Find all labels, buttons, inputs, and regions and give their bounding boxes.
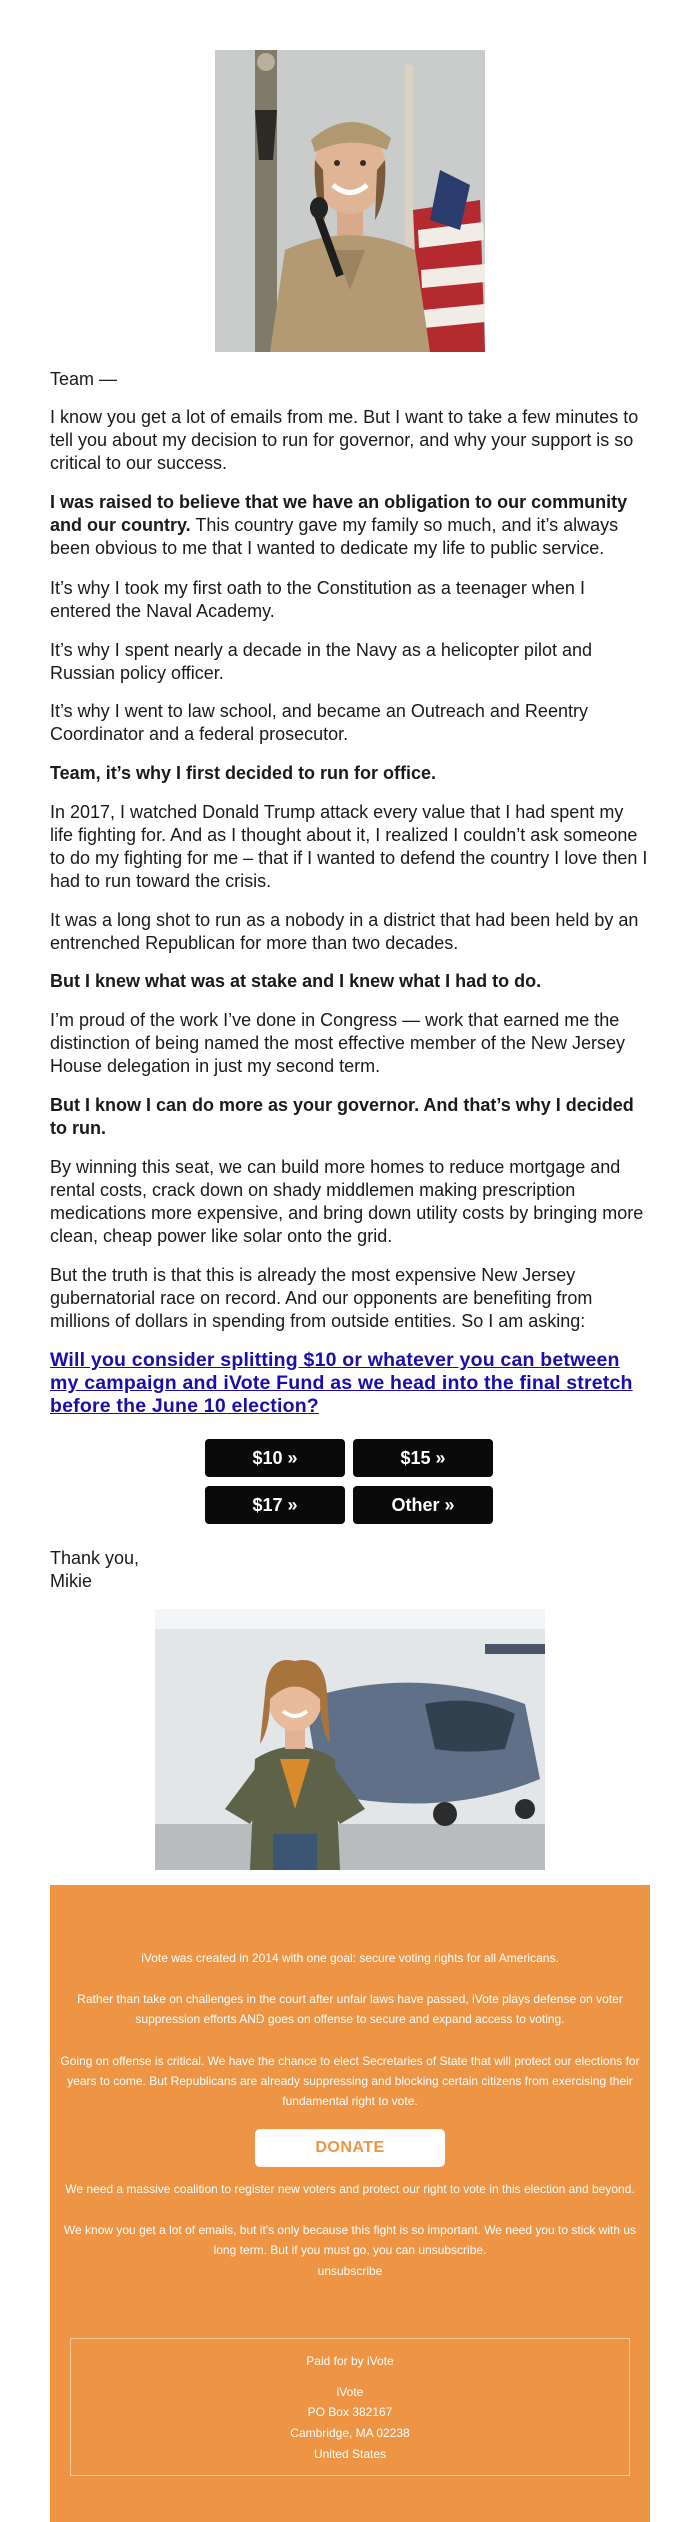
paragraph-winning: By winning this seat, we can build more homes to reduce mortgage and rental costs, crack down on shady middlemen making prescription medications more expensive, and bring down utility costs by bringing more clean, cheap power like solar onto the grid. — [50, 1157, 644, 1246]
donate-other-button[interactable]: Other » — [353, 1486, 493, 1524]
paragraph-oath: It’s why I took my first oath to the Constitution as a teenager when I entered the Naval Academy. — [50, 578, 585, 621]
bottom-photo — [155, 1609, 545, 1870]
address-org: iVote — [336, 2385, 364, 2399]
paragraph-navy: It’s why I spent nearly a decade in the Navy as a helicopter pilot and Russian policy officer. — [50, 640, 592, 683]
footer-donate-button[interactable]: DONATE — [255, 2129, 445, 2167]
paragraph-intro: I know you get a lot of emails from me. But I want to take a few minutes to tell you about my decision to run for governor, and why your support is so critical to our success. — [50, 407, 639, 473]
greeting: Team — — [50, 369, 118, 389]
footer — [50, 1885, 650, 2522]
footer-emails-note: We know you get a lot of emails, but it's only because this fight is so important. We need you to stick with us long term. But if you must go, you can unsubscribe. — [63, 2223, 637, 2257]
donate-10-button[interactable]: $10 » — [205, 1439, 345, 1477]
signoff-name: Mikie — [50, 1571, 93, 1591]
paragraph-congress: I’m proud of the work I’ve done in Congress — work that earned me the distinction of being named the most effective member of the New Jersey House delegation in just my second term. — [50, 1010, 625, 1076]
paragraph-at-stake: But I knew what was at stake and I knew what I had to do. — [50, 971, 542, 991]
address-po-box: PO Box 382167 — [307, 2405, 393, 2419]
footer-coalition: We need a massive coalition to register new voters and protect our right to vote in this election and beyond. — [65, 2182, 635, 2196]
footer-defense: Rather than take on challenges in the court after unfair laws have passed, iVote plays defense on voter suppression efforts AND goes on offense to secure and expand access to voting. — [77, 1992, 623, 2026]
ask-donation-link[interactable]: Will you consider splitting $10 or whatever you can between my campaign and iVote Fund as we head into the final stretch before the June 10 election? — [50, 1349, 633, 1417]
address-city: Cambridge, MA 02238 — [290, 2426, 410, 2440]
paragraph-obligation — [50, 491, 650, 560]
paragraph-long-shot: It was a long shot to run as a nobody in a district that had been held by an entrenched Republican for more than two decades. — [50, 910, 639, 953]
footer-mission: iVote was created in 2014 with one goal: secure voting rights for all Americans. — [141, 1951, 559, 1965]
paragraph-run-for-office: Team, it’s why I first decided to run for office. — [50, 763, 437, 783]
donate-17-button[interactable]: $17 » — [205, 1486, 345, 1524]
paid-for-box — [70, 2338, 630, 2476]
top-photo — [215, 50, 485, 352]
paid-for-text: Paid for by iVote — [306, 2354, 394, 2368]
paragraph-governor: But I know I can do more as your governor. And that’s why I decided to run. — [50, 1095, 634, 1138]
paragraph-expensive-race: But the truth is that this is already the most expensive New Jersey gubernatorial race on record. And our opponents are benefiting from millions of dollars in spending from outside entities. So I am asking: — [50, 1265, 593, 1331]
footer-unsubscribe-line — [60, 2261, 640, 2281]
paragraph-obligation-bold: I was raised to believe that we have an obligation to our community and our country. — [50, 492, 628, 535]
unsubscribe-link[interactable]: unsubscribe — [317, 2264, 383, 2278]
footer-offense: Going on offense is critical. We have the chance to elect Secretaries of State that will protect our elections for years to come. But Republicans are already suppressing and blocking certain citizens from exercising their fundamental right to vote. — [60, 2054, 640, 2108]
address-country: United States — [313, 2447, 387, 2461]
signoff-thanks: Thank you, — [50, 1548, 140, 1568]
paragraph-obligation-rest: This country gave my family so much, and it’s always been obvious to me that I wanted to dedicate my life to public service. — [50, 515, 619, 558]
paragraph-2017: In 2017, I watched Donald Trump attack every value that I had spent my life fighting for. And as I thought about it, I realized I couldn’t ask someone to do my fighting for me – that if I wanted to defend the country I love then I had to run toward the crisis. — [50, 802, 648, 891]
paragraph-law-school: It’s why I went to law school, and became an Outreach and Reentry Coordinator and a federal prosecutor. — [50, 701, 588, 744]
donate-15-button[interactable]: $15 » — [353, 1439, 493, 1477]
